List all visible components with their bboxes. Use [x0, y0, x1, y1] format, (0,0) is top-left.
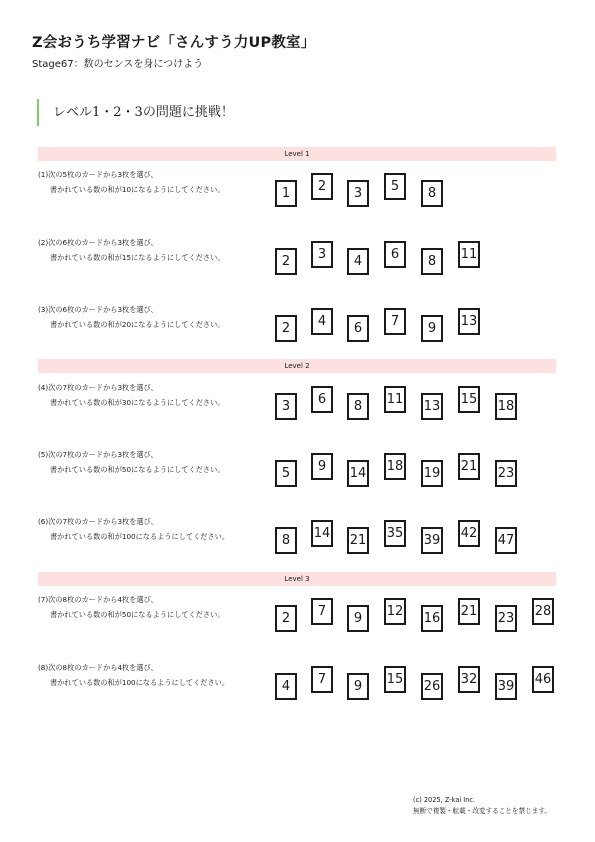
number-card: 9 [311, 453, 333, 480]
number-card: 3 [311, 241, 333, 268]
number-card: 39 [421, 527, 443, 554]
number-card: 39 [495, 673, 517, 700]
level-3-band: Level 3 [38, 572, 556, 586]
number-card: 5 [384, 173, 406, 200]
number-card: 4 [275, 673, 297, 700]
number-card: 3 [347, 180, 369, 207]
question-text [38, 514, 229, 544]
number-card: 8 [347, 393, 369, 420]
question-line-2: 書かれている数の和が10になるようにしてください。 [50, 185, 225, 194]
footer [413, 795, 551, 817]
number-card: 18 [384, 453, 406, 480]
number-card: 14 [311, 520, 333, 547]
question-line-1: (6)次の7枚のカードから3枚を選び、 [38, 517, 158, 526]
copyright-text: (c) 2025, Z-kai Inc. [413, 796, 476, 804]
number-card: 23 [495, 605, 517, 632]
number-card: 15 [458, 386, 480, 413]
number-card: 3 [275, 393, 297, 420]
section-heading-box [37, 99, 234, 126]
number-card: 13 [421, 393, 443, 420]
copy-notice: 無断で複製・転載・改変することを禁じます。 [413, 807, 551, 815]
number-card: 21 [347, 527, 369, 554]
question-text [38, 302, 224, 332]
number-card: 5 [275, 460, 297, 487]
number-card: 7 [311, 666, 333, 693]
number-card: 11 [384, 386, 406, 413]
number-card: 9 [421, 315, 443, 342]
question-text [38, 380, 224, 410]
number-card: 11 [458, 241, 480, 268]
number-card: 21 [458, 453, 480, 480]
number-card: 47 [495, 527, 517, 554]
number-card: 46 [532, 666, 554, 693]
question-line-2: 書かれている数の和が50になるようにしてください。 [50, 465, 225, 474]
question-text [38, 447, 224, 477]
question-line-2: 書かれている数の和が30になるようにしてください。 [50, 398, 225, 407]
number-card: 32 [458, 666, 480, 693]
number-card: 42 [458, 520, 480, 547]
question-line-2: 書かれている数の和が100になるようにしてください。 [50, 678, 230, 687]
question-text [38, 167, 224, 197]
number-card: 16 [421, 605, 443, 632]
number-card: 21 [458, 598, 480, 625]
question-line-1: (5)次の7枚のカードから3枚を選び、 [38, 450, 158, 459]
question-text [38, 592, 224, 622]
question-text [38, 660, 229, 690]
number-card: 35 [384, 520, 406, 547]
question-line-1: (2)次の6枚のカードから3枚を選び、 [38, 238, 158, 247]
number-card: 19 [421, 460, 443, 487]
question-line-1: (4)次の7枚のカードから3枚を選び、 [38, 383, 158, 392]
number-card: 15 [384, 666, 406, 693]
question-line-1: (8)次の8枚のカードから4枚を選び、 [38, 663, 158, 672]
number-card: 8 [421, 180, 443, 207]
question-line-2: 書かれている数の和が50になるようにしてください。 [50, 610, 225, 619]
page-subtitle: Stage67：数のセンスを身につけよう [32, 59, 204, 70]
number-card: 2 [275, 605, 297, 632]
level-1-band: Level 1 [38, 147, 556, 161]
section-heading: レベル1・2・3の問題に挑戦！ [53, 105, 234, 120]
number-card: 18 [495, 393, 517, 420]
question-line-1: (7)次の8枚のカードから4枚を選び、 [38, 595, 158, 604]
number-card: 7 [311, 598, 333, 625]
number-card: 14 [347, 460, 369, 487]
question-line-2: 書かれている数の和が100になるようにしてください。 [50, 532, 230, 541]
number-card: 1 [275, 180, 297, 207]
page-title: Z会おうち学習ナビ「さんすう力UP教室」 [32, 35, 316, 51]
question-line-1: (3)次の6枚のカードから3枚を選び、 [38, 305, 158, 314]
number-card: 9 [347, 673, 369, 700]
number-card: 4 [347, 248, 369, 275]
number-card: 13 [458, 308, 480, 335]
number-card: 8 [275, 527, 297, 554]
number-card: 6 [347, 315, 369, 342]
number-card: 6 [311, 386, 333, 413]
number-card: 26 [421, 673, 443, 700]
number-card: 8 [421, 248, 443, 275]
number-card: 9 [347, 605, 369, 632]
number-card: 2 [275, 315, 297, 342]
number-card: 2 [275, 248, 297, 275]
number-card: 4 [311, 308, 333, 335]
level-2-band: Level 2 [38, 359, 556, 373]
number-card: 23 [495, 460, 517, 487]
number-card: 28 [532, 598, 554, 625]
number-card: 7 [384, 308, 406, 335]
number-card: 2 [311, 173, 333, 200]
question-text [38, 235, 224, 265]
number-card: 6 [384, 241, 406, 268]
question-line-2: 書かれている数の和が15になるようにしてください。 [50, 253, 225, 262]
question-line-2: 書かれている数の和が20になるようにしてください。 [50, 320, 225, 329]
question-line-1: (1)次の5枚のカードから3枚を選び、 [38, 170, 158, 179]
number-card: 12 [384, 598, 406, 625]
